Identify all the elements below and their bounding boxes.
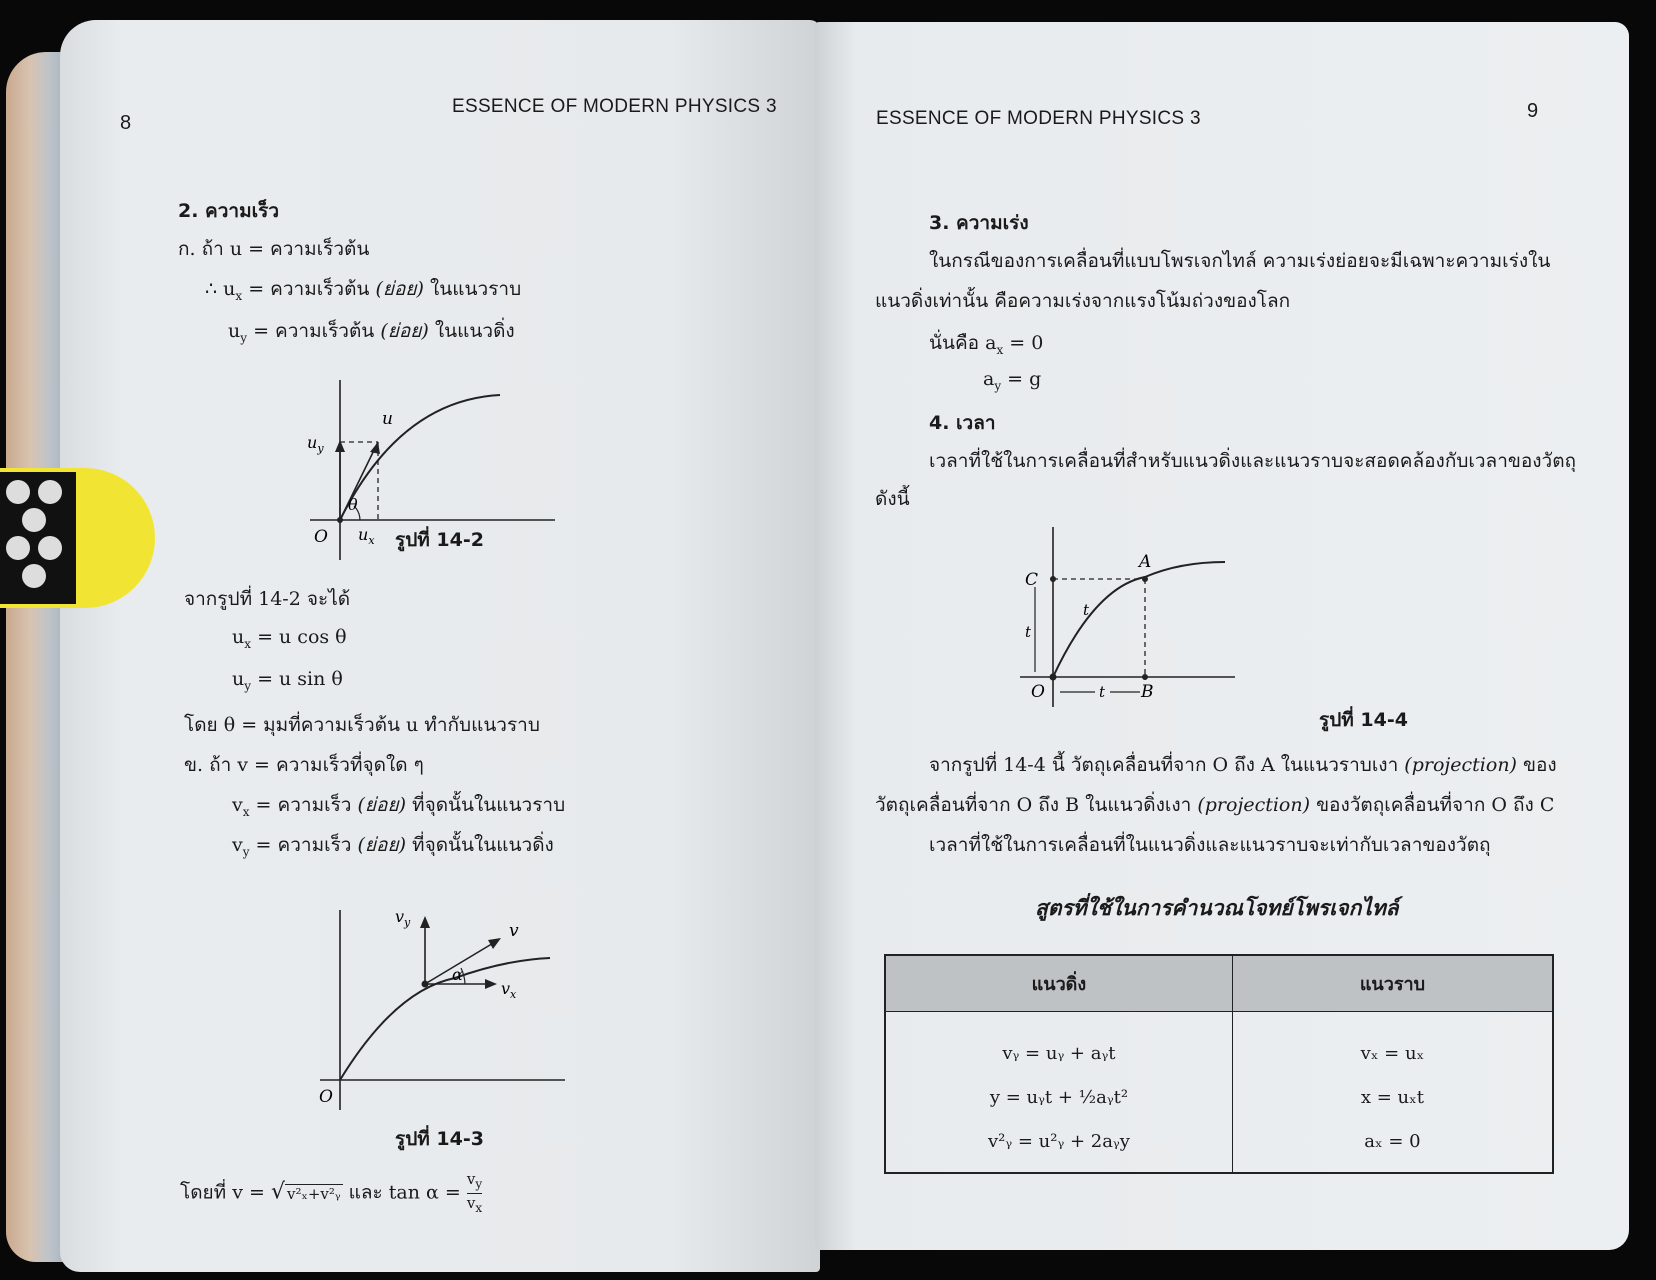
table-title: สูตรที่ใช้ในการคำนวณโจทย์โพรเจกไทล์: [1035, 896, 1399, 920]
text-line: ∴ $u_x$ = ความเร็วต้น (ย่อย) ในแนวราบ: [205, 278, 522, 303]
fig2-label-ux: $u_x$: [358, 525, 375, 547]
paragraph-line: แนวดิ่งเท่านั้น คือความเร่งจากแรงโน้มถ่วงของโลก: [875, 290, 1291, 312]
figure-14-4: [1015, 517, 1275, 717]
paragraph-line: เวลาที่ใช้ในการเคลื่อนที่สำหรับแนวดิ่งและแนวราบจะสอดคล้องกับเวลาของวัตถุ: [929, 450, 1577, 472]
paragraph-line: ในกรณีของการเคลื่อนที่แบบโพรเจกไทล์ ความเร่งย่อยจะมีเฉพาะความเร่งใน: [929, 250, 1551, 272]
fig4-label-t-curve: t: [1083, 601, 1090, 619]
formula-vy: vᵧ = uᵧ + aᵧt: [1002, 1042, 1116, 1064]
paragraph-line: เวลาที่ใช้ในการเคลื่อนที่ในแนวดิ่งและแนวราบจะเท่ากับเวลาของวัตถุ: [929, 834, 1491, 856]
section-heading-velocity: 2. ความเร็ว: [178, 200, 279, 222]
figure-14-3: [285, 880, 665, 1120]
equation-ux: $u_x = u$ cos θ: [232, 626, 347, 651]
fig4-label-t-vert: t: [1025, 623, 1032, 641]
figure-caption-14-3: รูปที่ 14-3: [395, 1128, 484, 1150]
formula-vy-squared: v²ᵧ = u²ᵧ + 2aᵧy: [987, 1130, 1130, 1152]
text-line: จากรูปที่ 14-2 จะได้: [184, 588, 351, 610]
section-heading-time: 4. เวลา: [929, 412, 996, 434]
fig4-label-B: B: [1141, 682, 1154, 702]
equation-ay: $a_y = g$: [983, 368, 1042, 393]
text-line: โดย θ = มุมที่ความเร็วต้น u ทำกับแนวราบ: [184, 714, 540, 736]
paragraph-line: ดังนี้: [875, 488, 910, 510]
figure-caption-14-2: รูปที่ 14-2: [395, 529, 484, 551]
formula-ax: aₓ = 0: [1364, 1130, 1421, 1152]
formula-y: y = uᵧt + ½aᵧt²: [989, 1086, 1129, 1108]
running-head-left: ESSENCE OF MODERN PHYSICS 3: [452, 96, 777, 117]
equation-v-magnitude: โดยที่ v = √ v²ₓ+v²ᵧ และ tan α = $\frac{v_y}{v_x}$: [180, 1170, 483, 1215]
text-line: $u_y$ = ความเร็วต้น (ย่อย) ในแนวดิ่ง: [228, 320, 515, 345]
table-header-horizontal: แนวราบ: [1232, 955, 1553, 1011]
book-edge: [6, 52, 66, 1262]
fig2-label-theta: θ: [348, 495, 358, 514]
page-number-left: 8: [120, 112, 132, 134]
table-header-row: [885, 955, 1553, 1011]
text-line: ข. ถ้า v = ความเร็วที่จุดใด ๆ: [184, 754, 424, 776]
equation-ax: นั่นคือ $a_x = 0$: [929, 332, 1044, 357]
fig2-label-uy: $u_y$: [307, 433, 324, 455]
projectile-formula-table: [884, 954, 1554, 1174]
right-page: [815, 22, 1629, 1250]
fig4-label-A: A: [1139, 552, 1152, 572]
running-head-right: ESSENCE OF MODERN PHYSICS 3: [876, 108, 1201, 129]
text-line: $v_x$ = ความเร็ว (ย่อย) ที่จุดนั้นในแนวราบ: [232, 794, 566, 819]
fig3-label-origin: O: [319, 1087, 333, 1107]
text-line: ก. ถ้า u = ความเร็วต้น: [178, 238, 370, 260]
clip-dot-pattern: [0, 472, 76, 604]
formula-x: x = uₓt: [1360, 1086, 1424, 1108]
table-cell-horizontal-formulas: [1232, 1011, 1553, 1173]
section-heading-acceleration: 3. ความเร่ง: [929, 212, 1029, 234]
left-page: [60, 20, 820, 1272]
fig3-label-vx: $v_x$: [501, 979, 517, 1001]
paragraph-line: จากรูปที่ 14-4 นี้ วัตถุเคลื่อนที่จาก O ถึง A ในแนวราบเงา (projection) ของ: [929, 754, 1557, 776]
page-number-right: 9: [1527, 100, 1539, 122]
fig4-label-t-horiz: t: [1099, 683, 1106, 701]
paragraph-line: วัตถุเคลื่อนที่จาก O ถึง B ในแนวดิ่งเงา (projection) ของวัตถุเคลื่อนที่จาก O ถึง C: [875, 794, 1555, 816]
figure-caption-14-4: รูปที่ 14-4: [1319, 709, 1408, 731]
equation-uy: $u_y = u$ sin θ: [232, 668, 343, 693]
fig3-label-v: v: [509, 921, 519, 941]
fig2-label-origin: O: [314, 527, 328, 547]
table-row: [885, 1011, 1553, 1173]
table-header-vertical: แนวดิ่ง: [885, 955, 1232, 1011]
text-line: $v_y$ = ความเร็ว (ย่อย) ที่จุดนั้นในแนวดิ่ง: [232, 834, 554, 859]
fig3-label-alpha: α: [452, 965, 463, 984]
fig3-label-vy: $v_y$: [395, 907, 411, 929]
fig4-label-C: C: [1025, 570, 1039, 590]
table-cell-vertical-formulas: [885, 1011, 1232, 1173]
formula-vx: vₓ = uₓ: [1360, 1042, 1425, 1064]
fig4-label-O: O: [1031, 682, 1045, 702]
fig2-label-u: u: [382, 409, 393, 429]
